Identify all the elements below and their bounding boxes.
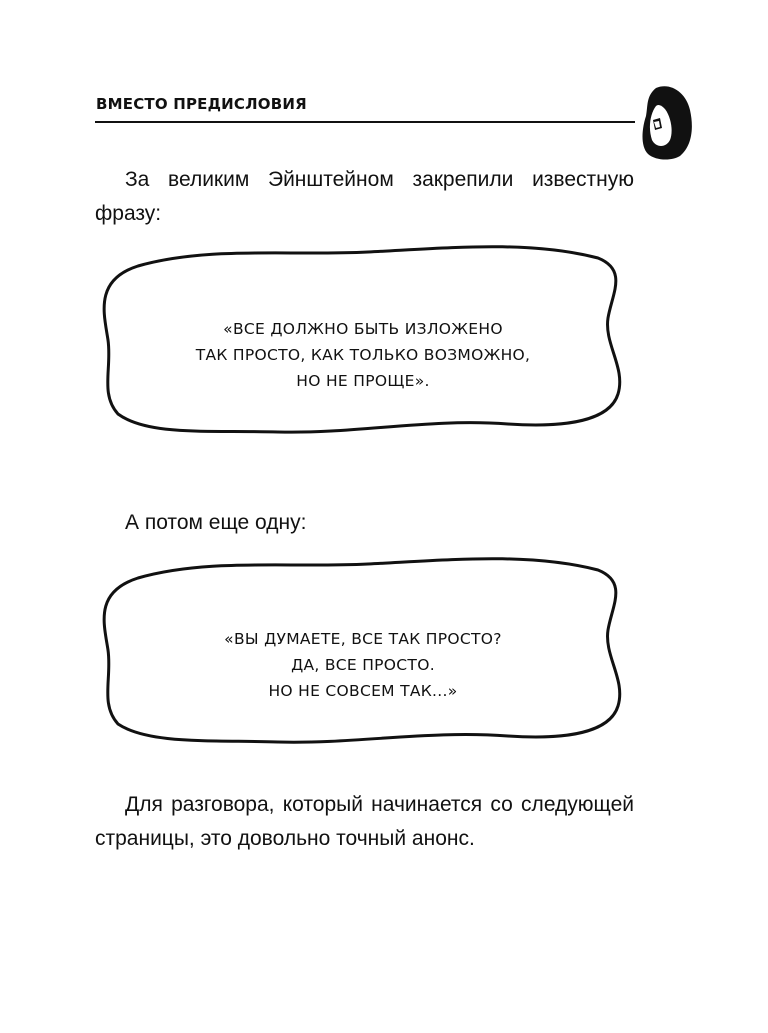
intro-paragraph: За великим Эйнштейном закрепили известную фразу: (95, 168, 634, 225)
quote-line: «ВЫ ДУМАЕТЕ, ВСЕ ТАК ПРОСТО? (224, 630, 502, 648)
quote-line: «ВСЕ ДОЛЖНО БЫТЬ ИЗЛОЖЕНО (223, 320, 503, 338)
quote-line: ДА, ВСЕ ПРОСТО. (291, 656, 435, 674)
closing-paragraph: Для разговора, который начинается со следующей страницы, это довольно точный анонс. (95, 793, 634, 850)
page-header-title: ВМЕСТО ПРЕДИСЛОВИЯ (96, 95, 307, 113)
quote-line: НО НЕ ПРОЩЕ». (296, 372, 430, 390)
quote-cloud-second (98, 554, 628, 746)
quote-line: ТАК ПРОСТО, КАК ТОЛЬКО ВОЗМОЖНО, (195, 346, 531, 364)
quote-cloud-first (98, 244, 628, 436)
quote-line: НО НЕ СОВСЕМ ТАК...» (268, 682, 458, 700)
quote-text (98, 626, 628, 704)
penguin-icon (636, 84, 696, 162)
header-divider (95, 121, 635, 123)
quote-text (98, 316, 628, 394)
second-paragraph: А потом еще одну: (125, 511, 307, 534)
